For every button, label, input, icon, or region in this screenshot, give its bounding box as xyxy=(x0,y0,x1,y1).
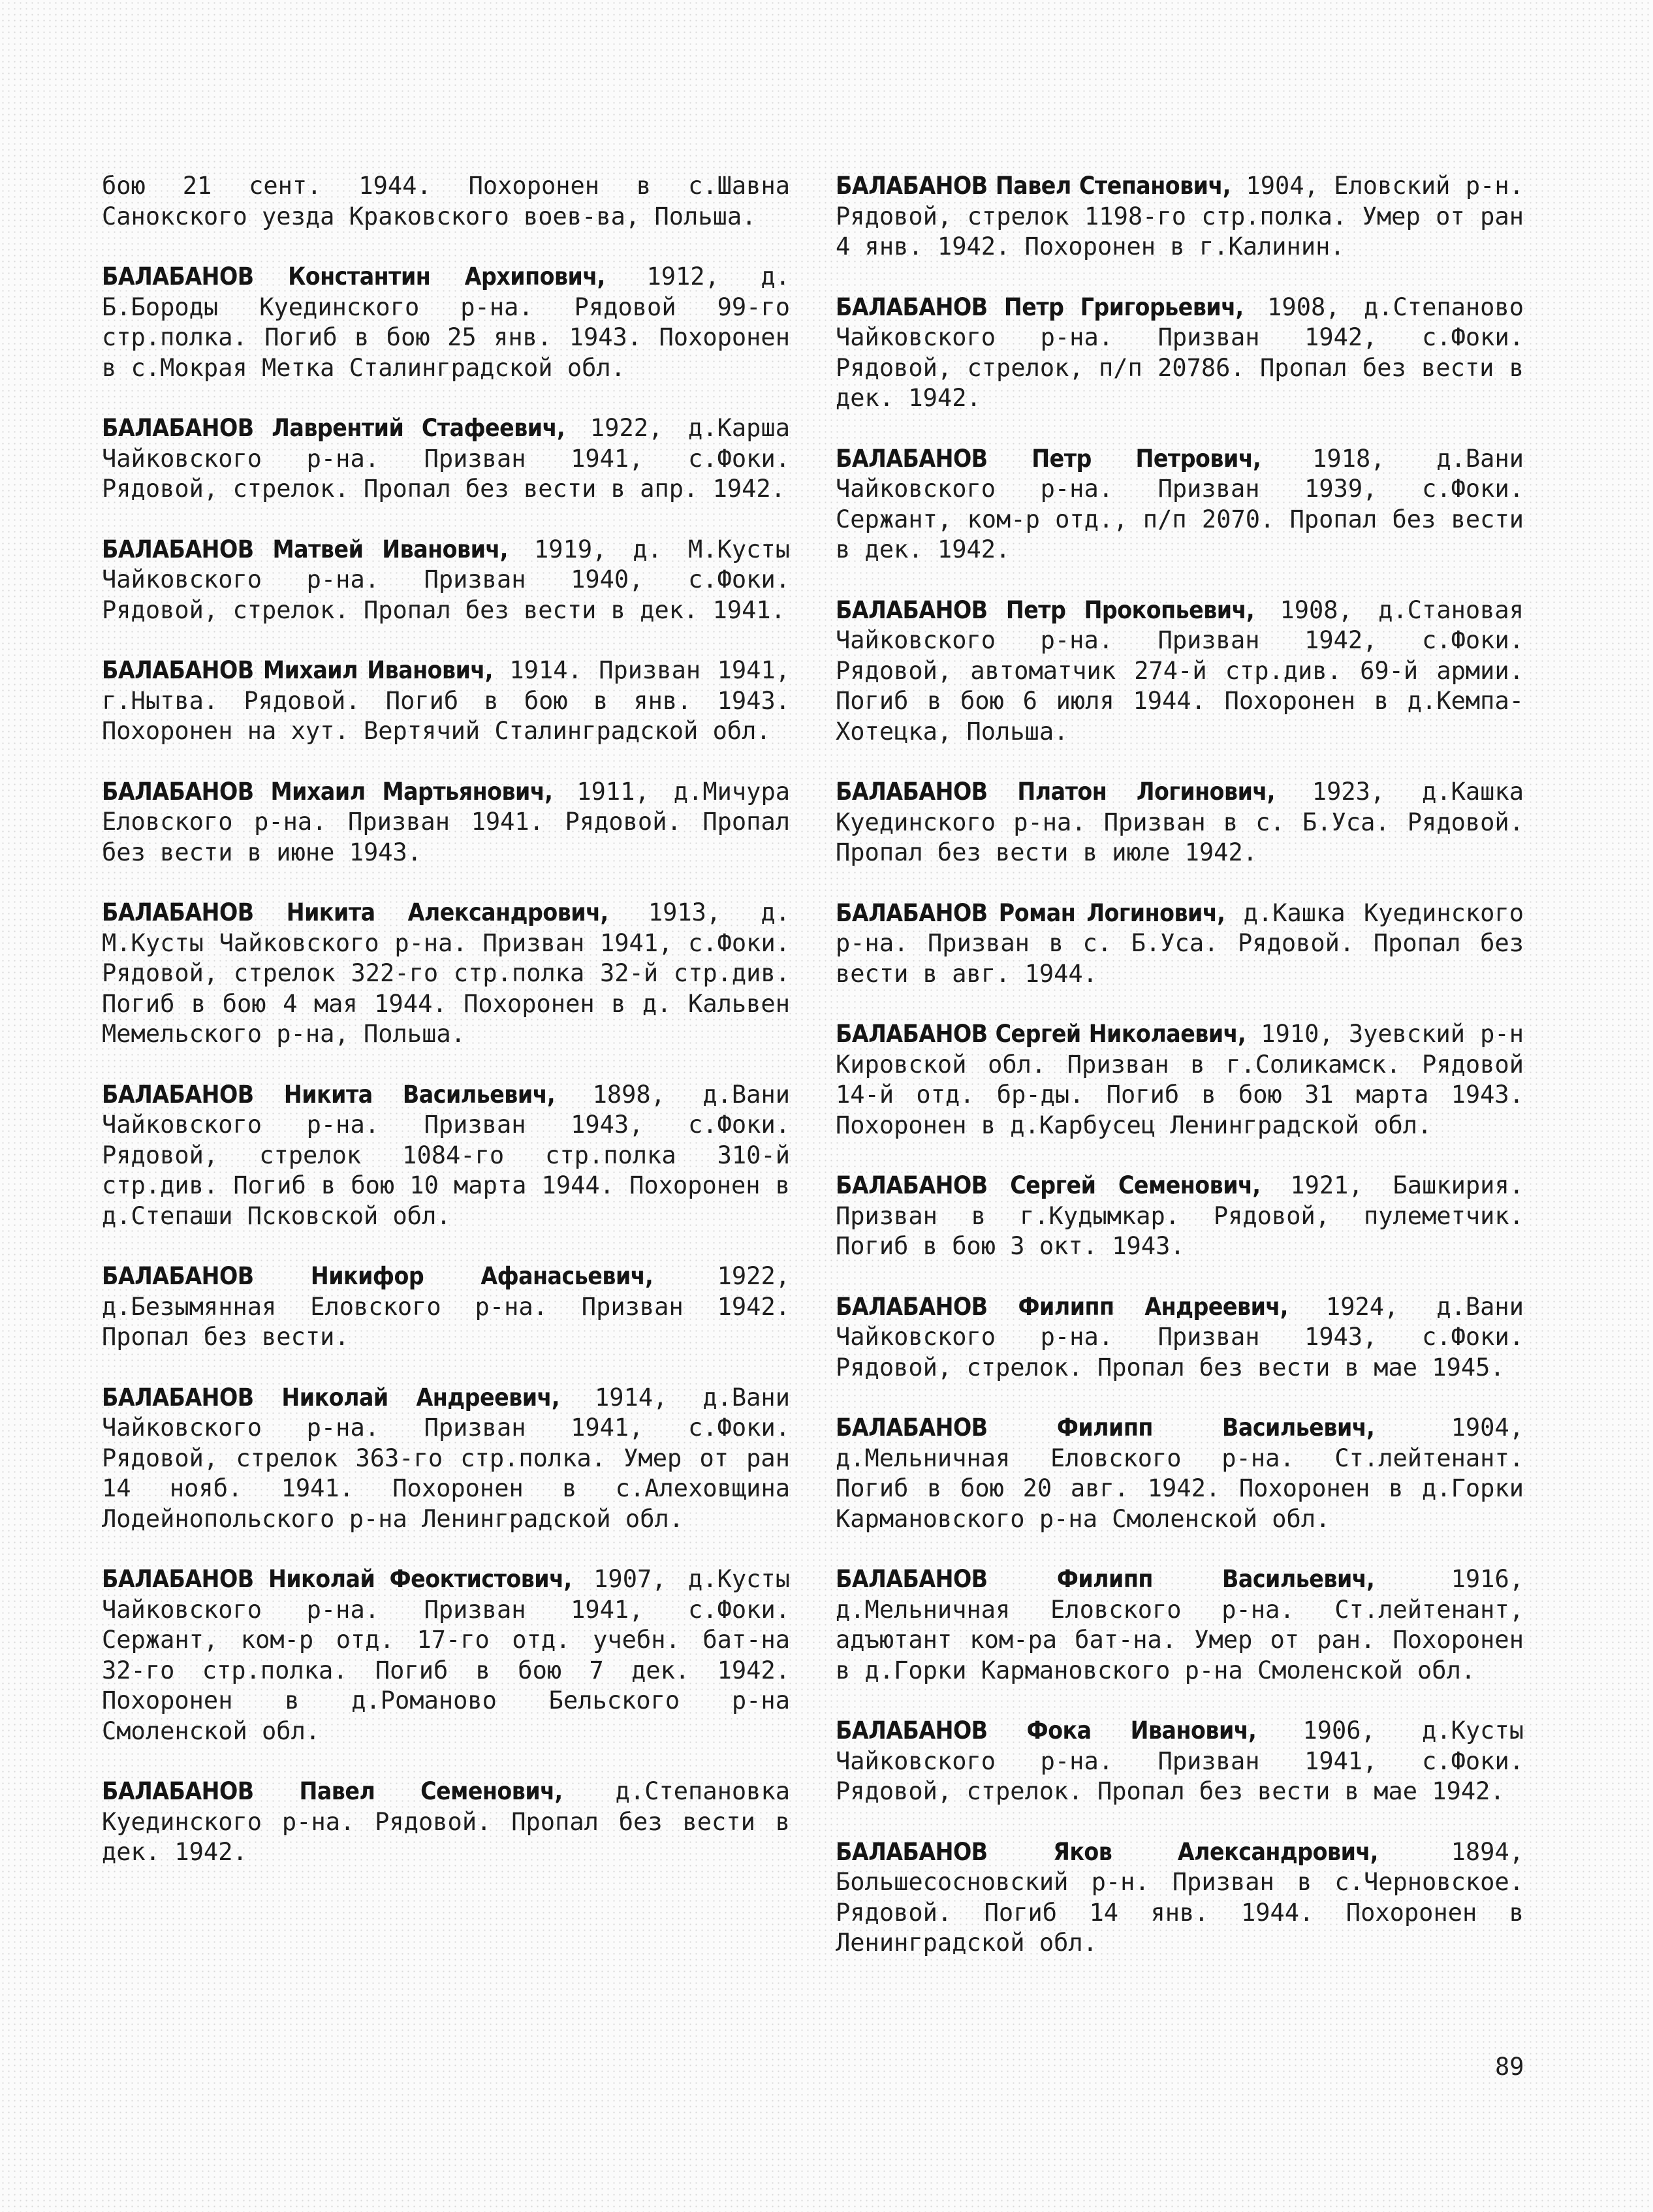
entry-details: 1919, д. М.Кусты Чайковского р-на. Призван 1940, с.Фоки. Рядовой, стрелок. Пропал без вести в дек. 1941. xyxy=(102,535,790,624)
entry xyxy=(102,1080,790,1232)
entry-details: 1908, д.Становая Чайковского р-на. Призван 1942, с.Фоки. Рядовой, автоматчик 274-й стр.див. 69-й армии. Погиб в бою 6 июля 1944. Похоронен в д.Кемпа-Хотецка, Польша. xyxy=(836,595,1524,746)
entry xyxy=(836,292,1524,414)
entry xyxy=(836,1716,1524,1807)
entry-name: БАЛАБАНОВ Николай Феоктистович, xyxy=(102,1565,572,1593)
entry xyxy=(836,898,1524,990)
entry-details: 1923, д.Кашка Куединского р-на. Призван в с. Б.Уса. Рядовой. Пропал без вести в июле 1942. xyxy=(836,778,1524,866)
entry-body xyxy=(836,1716,1524,1807)
entry-body xyxy=(836,777,1524,868)
entry xyxy=(102,1261,790,1353)
entry-name: БАЛАБАНОВ Никифор Афанасьевич, xyxy=(102,1262,653,1290)
entry-body xyxy=(102,898,790,1050)
entry-body xyxy=(102,171,790,232)
entry xyxy=(836,1413,1524,1534)
entry-body xyxy=(102,656,790,747)
entry xyxy=(102,898,790,1050)
entry-name: БАЛАБАНОВ Филипп Васильевич, xyxy=(836,1414,1375,1442)
entry-body xyxy=(836,1019,1524,1141)
entry-body xyxy=(836,1171,1524,1262)
entry-details: д.Кашка Куединского р-на. Призван в с. Б.Уса. Рядовой. Пропал без вести в авг. 1944. xyxy=(836,898,1524,988)
entry-details: 1898, д.Вани Чайковского р-на. Призван 1943, с.Фоки. Рядовой, стрелок 1084-го стр.полка 310-й стр.див. Погиб в бою 10 марта 1944. Похоронен в д.Степаши Псковской обл. xyxy=(102,1080,791,1230)
entry-body xyxy=(836,595,1524,748)
entry-name: БАЛАБАНОВ Роман Логинович, xyxy=(836,898,1225,927)
entry-name: БАЛАБАНОВ Константин Архипович, xyxy=(102,262,605,291)
entry xyxy=(836,1564,1524,1686)
entry xyxy=(102,1564,790,1746)
entry-body xyxy=(836,1292,1524,1383)
entry-details: д.Степановка Куединского р-на. Рядовой. Пропал без вести в дек. 1942. xyxy=(102,1777,790,1866)
entry-details: 1918, д.Вани Чайковского р-на. Призван 1939, с.Фоки. Сержант, ком-р отд., п/п 2070. Пропал без вести в дек. 1942. xyxy=(836,444,1524,563)
entry-name: БАЛАБАНОВ Павел Степанович, xyxy=(836,172,1231,200)
entry-details: 1914, д.Вани Чайковского р-на. Призван 1941, с.Фоки. Рядовой, стрелок 363-го стр.полка. Умер от ран 14 нояб. 1941. Похоронен в с.Алеховщина Лодейнопольского р-на Ленинградской обл. xyxy=(102,1383,790,1533)
entry xyxy=(836,777,1524,868)
entry xyxy=(102,262,790,383)
entry-body xyxy=(836,444,1524,565)
entry xyxy=(836,595,1524,748)
page-number: 89 xyxy=(1495,2053,1524,2081)
entry-name: БАЛАБАНОВ Петр Прокопьевич, xyxy=(836,595,1255,624)
entry-body xyxy=(836,292,1524,414)
entry-body xyxy=(836,1837,1524,1959)
entry-name: БАЛАБАНОВ Яков Александрович, xyxy=(836,1837,1378,1866)
entry-details: 1914. Призван 1941, г.Нытва. Рядовой. Погиб в бою в янв. 1943. Похоронен на хут. Вертячий Сталинградской обл. xyxy=(102,656,790,745)
entry-details: 1921, Башкирия. Призван в г.Кудымкар. Рядовой, пулеметчик. Погиб в бою 3 окт. 1943. xyxy=(836,1171,1524,1260)
entry-details: 1922, д.Карша Чайковского р-на. Призван 1941, с.Фоки. Рядовой, стрелок. Пропал без вести в апр. 1942. xyxy=(102,414,790,503)
entry-body xyxy=(836,1564,1524,1686)
entry-body xyxy=(102,1777,790,1868)
entry-name: БАЛАБАНОВ Филипп Васильевич, xyxy=(836,1565,1375,1593)
entry-details: 1916, д.Мельничная Еловского р-на. Ст.лейтенант, адъютант ком-ра бат-на. Умер от ран. Похоронен в д.Горки Кармановского р-на Смоленской обл. xyxy=(836,1565,1524,1684)
entry xyxy=(836,1837,1524,1959)
entry-name: БАЛАБАНОВ Павел Семенович, xyxy=(102,1777,563,1805)
entry-name: БАЛАБАНОВ Платон Логинович, xyxy=(836,778,1275,806)
entry-details: 1908, д.Степаново Чайковского р-на. Призван 1942, с.Фоки. Рядовой, стрелок, п/п 20786. Пропал без вести в дек. 1942. xyxy=(836,292,1524,412)
entry-body xyxy=(102,777,790,868)
entry xyxy=(836,171,1524,262)
entry xyxy=(836,444,1524,565)
entry-name: БАЛАБАНОВ Сергей Семенович, xyxy=(836,1171,1261,1199)
entry-name: БАЛАБАНОВ Филипп Андреевич, xyxy=(836,1292,1288,1321)
right-column xyxy=(836,171,1524,1989)
entry-details: 1924, д.Вани Чайковского р-на. Призван 1943, с.Фоки. Рядовой, стрелок. Пропал без вести в мае 1945. xyxy=(836,1292,1524,1382)
left-column xyxy=(102,171,790,1898)
entry-body xyxy=(102,1080,790,1232)
entry-name: БАЛАБАНОВ Михаил Мартьянович, xyxy=(102,777,553,806)
entry xyxy=(102,413,790,505)
entry xyxy=(836,1019,1524,1141)
entry-details: 1922, д.Безымянная Еловского р-на. Призван 1942. Пропал без вести. xyxy=(102,1262,790,1351)
entry-body xyxy=(102,1383,790,1535)
entry xyxy=(102,535,790,626)
entry-details: 1894, Большесосновский р-н. Призван в с.Черновское. Рядовой. Погиб 14 янв. 1944. Похоронен в Ленинградской обл. xyxy=(836,1837,1524,1957)
entry xyxy=(102,777,790,868)
entry xyxy=(102,171,790,232)
entry-body xyxy=(102,262,790,383)
entry-body xyxy=(836,1413,1524,1534)
entry-body xyxy=(836,171,1524,262)
entry-name: БАЛАБАНОВ Николай Андреевич, xyxy=(102,1383,560,1412)
entry xyxy=(102,656,790,747)
entry-name: БАЛАБАНОВ Михаил Иванович, xyxy=(102,656,493,684)
entry-body xyxy=(102,413,790,505)
entry-name: БАЛАБАНОВ Никита Александрович, xyxy=(102,898,608,926)
entry-name: БАЛАБАНОВ Фока Иванович, xyxy=(836,1716,1257,1745)
entry-body xyxy=(102,1261,790,1353)
entry-name: БАЛАБАНОВ Матвей Иванович, xyxy=(102,535,508,563)
entry-body xyxy=(102,535,790,626)
entry-details: 1912, д. Б.Бороды Куединского р-на. Рядовой 99-го стр.полка. Погиб в бою 25 янв. 1943. Похоронен в с.Мокрая Метка Сталинградской обл. xyxy=(102,262,791,382)
entry-name: БАЛАБАНОВ Лаврентий Стафеевич, xyxy=(102,414,565,442)
entry-name: БАЛАБАНОВ Петр Петрович, xyxy=(836,444,1261,473)
entry-details: 1913, д. М.Кусты Чайковского р-на. Призван 1941, с.Фоки. Рядовой, стрелок 322-го стр.полка 32-й стр.див. Погиб в бою 4 мая 1944. Похоронен в д. Кальвен Мемельского р-на, Польша. xyxy=(102,898,790,1048)
entry-details: 1910, Зуевский р-н Кировской обл. Призван в г.Соликамск. Рядовой 14-й отд. бр-ды. Погиб в бою 31 марта 1943. Похоронен в д.Карбусец Ленинградской обл. xyxy=(836,1020,1524,1139)
entry-details: 1904, Еловский р-н. Рядовой, стрелок 1198-го стр.полка. Умер от ран 4 янв. 1942. Похоронен в г.Калинин. xyxy=(836,172,1524,261)
entry xyxy=(102,1383,790,1535)
entry-details: 1906, д.Кусты Чайковского р-на. Призван 1941, с.Фоки. Рядовой, стрелок. Пропал без вести в мае 1942. xyxy=(836,1716,1524,1805)
entry xyxy=(102,1777,790,1868)
entry-details: 1907, д.Кусты Чайковского р-на. Призван 1941, с.Фоки. Сержант, ком-р отд. 17-го отд. учебн. бат-на 32-го стр.полка. Погиб в бою 7 дек. 1942. Похоронен в д.Романово Бельского р-на Смоленской обл. xyxy=(102,1565,790,1745)
entry-name: БАЛАБАНОВ Сергей Николаевич, xyxy=(836,1020,1246,1048)
entry xyxy=(836,1171,1524,1262)
entry-details: 1904, д.Мельничная Еловского р-на. Ст.лейтенант. Погиб в бою 20 авг. 1942. Похоронен в д.Горки Кармановского р-на Смоленской обл. xyxy=(836,1414,1524,1533)
entry xyxy=(836,1292,1524,1383)
entry-name: БАЛАБАНОВ Никита Васильевич, xyxy=(102,1080,556,1109)
entry-details: бою 21 сент. 1944. Похоронен в с.Шавна Санокского уезда Краковского воев-ва, Польша. xyxy=(102,172,790,230)
entry-body xyxy=(102,1564,790,1746)
entry-name: БАЛАБАНОВ Петр Григорьевич, xyxy=(836,292,1244,321)
entry-body xyxy=(836,898,1524,990)
entry-details: 1911, д.Мичура Еловского р-на. Призван 1941. Рядовой. Пропал без вести в июне 1943. xyxy=(102,777,790,866)
